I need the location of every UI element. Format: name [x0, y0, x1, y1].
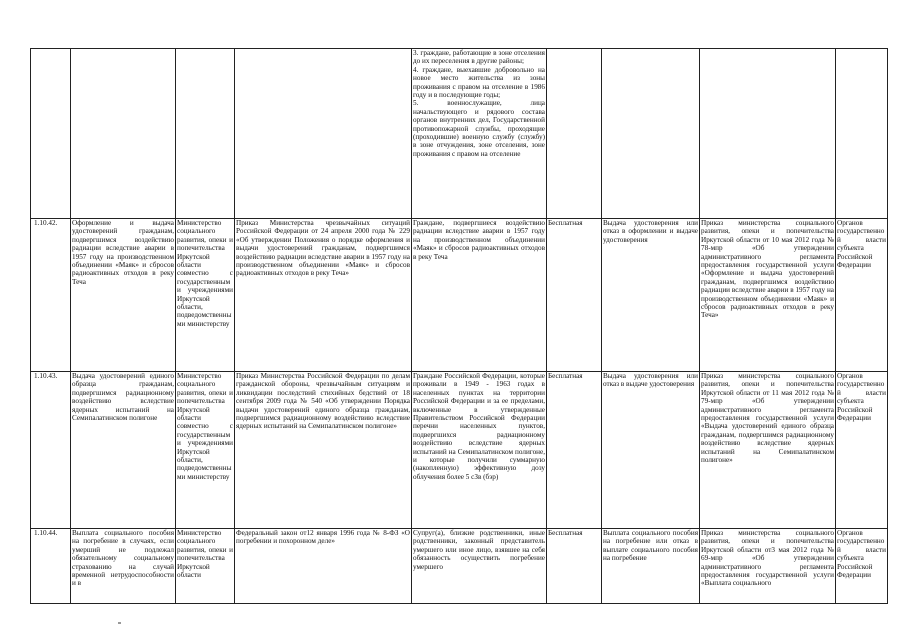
service-name: Оформление и выдача удостоверений гражданам, подвергшимся воздействию радиации вследствие аварии в 1957 году на производственном объединении «Маяк» и сбросов радиоактивных отходов в реку Теча [71, 219, 176, 372]
legal-basis: Федеральный закон от12 января 1996 года № 8-ФЗ «О погребении и похоронном деле» [236, 529, 410, 546]
row-number: 1.10.42. [31, 219, 71, 372]
scan-speck [118, 622, 121, 624]
legal-basis-cell [235, 529, 412, 604]
table-cell [176, 49, 235, 219]
row-number [31, 529, 71, 604]
services-table [30, 48, 888, 604]
table-cell [700, 49, 836, 219]
authority-type: Органов государственной власти субъекта Российской Федерации [836, 219, 888, 372]
recipients: Супруг(а), близкие родственники, иные родственники, законный представитель умершего или иное лицо, взявшее на себя обязанность осуществить погребение умершего [413, 529, 545, 571]
table-cell [602, 49, 700, 219]
table-cell [71, 49, 176, 219]
recipients: Граждане, подвергшиеся воздействию радиации вследствие аварии в 1957 году на производственном объединении «Маяк» и сбросов радиоактивных отходов в реку Теча [412, 219, 547, 372]
service-result-cell [602, 529, 700, 604]
row-number-text: 1.10.44. [34, 529, 58, 537]
fee: Бесплатная [548, 529, 583, 537]
responsible-authority-cell [176, 529, 235, 604]
table-row [31, 529, 888, 604]
table-row-continuation [31, 49, 888, 219]
row-number: 1.10.43. [31, 372, 71, 529]
table-row [31, 372, 888, 529]
recipient-list-item: 4. граждане, выехавшие добровольно на новое место жительства из зоны проживания с правом на отселение в 1986 году и в последующие годы; [413, 65, 545, 100]
table-cell [235, 49, 412, 219]
recipient-list-item: 5. военнослужащие, лица начальствующего и рядового состава органов внутренних дел, Государственной противопожарной службы, проходящие (проходившие) военную службу (службу) в зоне отчуждения, зоне отселения, зоне проживания с правом на отселение [413, 99, 545, 158]
responsible-authority: Министерство социального развития, опеки и попечительства Иркутской области совместно с государственными учреждениями Иркутской области, подведомственными министерству [176, 372, 235, 529]
service-name: Выдача удостоверений единого образца гражданам, подвергшимся радиационному воздействию вследствие ядерных испытаний на Семипалатинском полигоне [71, 372, 176, 529]
administrative-regulation: Приказ министерства социального развития, опеки и попечительства Иркутской области от 11 мая 2012 года № 79-мпр «Об утверждении административного регламента предоставления государственной услуги «Выдача удостоверений единого образца гражданам, подвергшимся радиационному воздействию вследствие ядерных испытаний на Семипалатинском полигоне» [700, 372, 836, 529]
fee: Бесплатная [547, 219, 602, 372]
service-result: Выдача удостоверения или отказ в выдаче удостоверения [602, 372, 700, 529]
table-cell [31, 49, 71, 219]
table-row [31, 219, 888, 372]
service-name-cell [71, 529, 176, 604]
administrative-regulation: Приказ министерства социального развития, опеки и попечительства Иркутской области от 10 мая 2012 года № 78-мпр «Об утверждении административного регламента предоставления государственной услуги «Оформление и выдача удостоверений гражданам, подвергшимся воздействию радиации вследствие аварии в 1957 году на производственном объединении «Маяк» и сбросов радиоактивных отходов в реку Теча» [700, 219, 836, 372]
administrative-regulation-cell [700, 529, 836, 604]
authority-type-cell [836, 529, 888, 604]
administrative-regulation: Приказ министерства социального развития, опеки и попечительства Иркутской области от3 мая 2012 года № 69-мпр «Об утверждении административного регламента предоставления государственной услуги «Выплата социального [701, 529, 834, 588]
recipients-continuation-cell [412, 49, 547, 219]
recipient-list-item: 3. граждане, работающие в зоне отселения до их переселения в другие районы; [413, 49, 545, 66]
legal-basis: Приказ Министерства чрезвычайных ситуаций Российской Федерации от 24 апреля 2000 года № 229 «Об утверждении Положения о порядке оформления и выдачи удостоверений гражданам, подвергшимся воздействию радиации вследствие аварии в 1957 году на производственном объединении «Маяк» и сбросов радиоактивных отходов в реку Теча» [235, 219, 412, 372]
fee: Бесплатная [547, 372, 602, 529]
service-name: Выплата социального пособия на погребение в случаях, если умерший не подлежал обязательному социальному страхованию на случай временной нетрудоспособности и в [72, 529, 174, 588]
authority-type: Органов государственной власти субъекта Российской Федерации [837, 529, 886, 580]
recipients: Граждане Российской Федерации, которые проживали в 1949 - 1963 годах в населенных пунктах на территории Российской Федерации и за ее пределами, включенные в утвержденные Правительством Российской Федерации перечни населенных пунктов, подвергшихся радиационному воздействию вследствие ядерных испытаний на Семипалатинском полигоне, и которые получили суммарную (накопленную) эффективную дозу облучения более 5 сЗв (бэр) [412, 372, 547, 529]
table-cell [547, 49, 602, 219]
authority-type: Органов государственной власти субъекта Российской Федерации [836, 372, 888, 529]
service-result: Выплата социального пособия на погребение или отказ в выплате социального пособия на погребение [603, 529, 698, 563]
service-result: Выдача удостоверения или отказ в оформлении и выдаче удостоверения [602, 219, 700, 372]
recipients-cell [412, 529, 547, 604]
table-cell [836, 49, 888, 219]
fee-cell [547, 529, 602, 604]
legal-basis: Приказ Министерства Российской Федерации по делам гражданской обороны, чрезвычайным ситуациям и ликвидации последствий стихийных бедствий от 18 сентября 2009 года № 540 «Об утверждении Порядка выдачи удостоверений единого образца гражданам, подвергшимся радиационному воздействию вследствие ядерных испытаний на Семипалатинском полигоне» [235, 372, 412, 529]
responsible-authority: Министерство социального развития, опеки и попечительства Иркутской области совместно с государственными учреждениями Иркутской области, подведомственными министерству [176, 219, 235, 372]
responsible-authority: Министерство социального развития, опеки и попечительства Иркутской области [177, 529, 233, 580]
